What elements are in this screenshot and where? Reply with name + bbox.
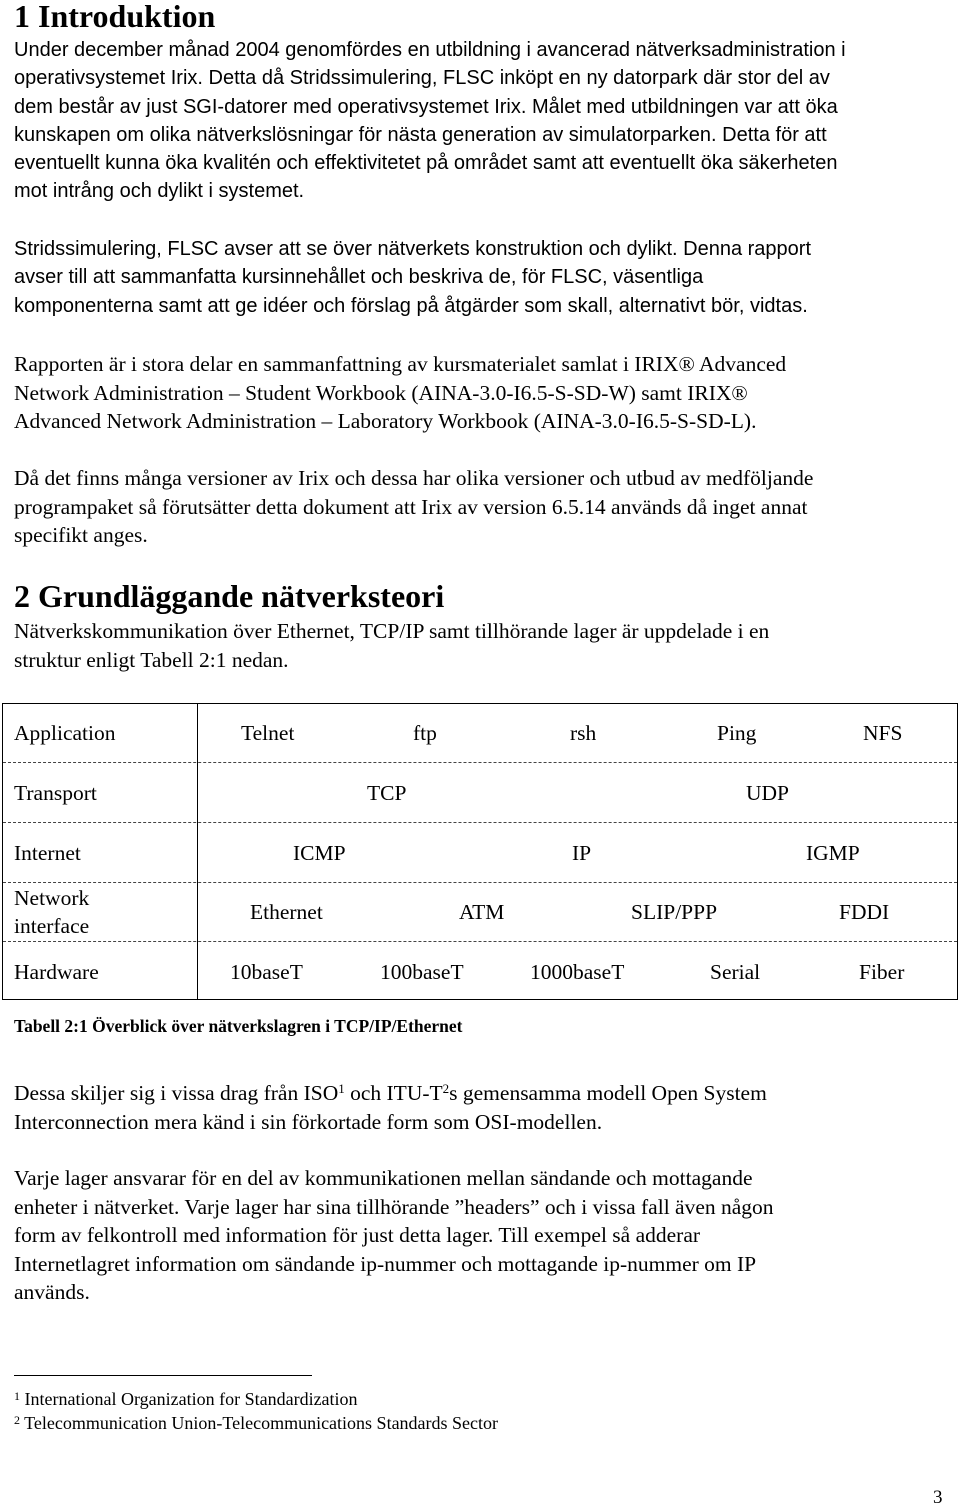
table-caption: Tabell 2:1 Överblick över nätverkslagren i TCP/IP/Ethernet xyxy=(14,1016,463,1036)
table-row-divider xyxy=(3,882,957,883)
page-number: 3 xyxy=(933,1487,943,1508)
osi-paragraph xyxy=(14,1079,954,1136)
network-layer-table xyxy=(2,703,958,1000)
text-line: komponenterna samt att ge idéer och förslag på åtgärder som skall, alternativt bör, vidtas. xyxy=(14,294,808,317)
layer-name-application: Application xyxy=(14,721,116,745)
hardware-10baset: 10baseT xyxy=(230,960,303,984)
protocol-telnet: Telnet xyxy=(241,721,295,745)
section-2-intro xyxy=(14,617,954,674)
text-line: kunskapen om olika nätverkslösningar för nästa generation av simulatorparken. Detta för att xyxy=(14,123,827,146)
text-line: Interconnection mera känd i sin förkortade form som OSI-modellen. xyxy=(14,1109,603,1134)
text-line: Internetlagret information om sändande ip-nummer och mottagande ip-nummer om IP xyxy=(14,1251,757,1276)
layer-name-network-interface-line2: interface xyxy=(14,914,90,938)
footnote-text: International Organization for Standardization xyxy=(20,1389,358,1409)
protocol-igmp: IGMP xyxy=(806,841,860,865)
footnote-separator xyxy=(14,1375,312,1376)
protocol-rsh: rsh xyxy=(570,721,597,745)
protocol-atm: ATM xyxy=(459,900,505,924)
protocol-fddi: FDDI xyxy=(839,900,890,924)
text-line: Network Administration – Student Workbook (AINA-3.0-I6.5-S-SD-W) samt IRIX® xyxy=(14,380,748,405)
protocol-slip-ppp: SLIP/PPP xyxy=(631,900,718,924)
text-fragment: och ITU-T xyxy=(344,1081,443,1105)
layer-name-internet: Internet xyxy=(14,841,81,865)
text-line: används. xyxy=(14,1280,90,1304)
text-line: operativsystemet Irix. Detta då Stridssimulering, FLSC inköpt en ny datorpark där stor del av xyxy=(14,67,830,90)
text-line xyxy=(14,1079,954,1108)
text-line: mot intrång och dylikt i systemet. xyxy=(14,180,305,203)
table-row-divider xyxy=(3,822,957,823)
protocol-ftp: ftp xyxy=(413,721,437,745)
hardware-fiber: Fiber xyxy=(859,960,905,984)
protocol-ethernet: Ethernet xyxy=(250,900,323,924)
text-line: Varje lager ansvarar för en del av kommunikationen mellan sändande och mottagande xyxy=(14,1166,753,1190)
text-line: Nätverkskommunikation över Ethernet, TCP/IP samt tillhörande lager är uppdelade i en xyxy=(14,619,770,643)
table-row-divider xyxy=(3,941,957,942)
footnote-ref-2[interactable]: 2 xyxy=(442,1081,450,1096)
text-line: specifikt anges. xyxy=(14,523,148,547)
hardware-100baset: 100baseT xyxy=(380,960,464,984)
section-1-heading: 1 Introduktion xyxy=(14,0,216,34)
layer-name-hardware: Hardware xyxy=(14,960,99,984)
text-line: enheter i nätverket. Varje lager har sina tillhörande ”headers” och i vissa fall även någon xyxy=(14,1194,774,1219)
footnote-text: Telecommunication Union-Telecommunications Standards Sector xyxy=(20,1413,499,1433)
text-line: avser till att sammanfatta kursinnehållet och beskriva de, för FLSC, väsentliga xyxy=(14,266,704,289)
hardware-1000baset: 1000baseT xyxy=(530,960,625,984)
intro-paragraph-4 xyxy=(14,464,954,550)
layer-name-transport: Transport xyxy=(14,781,97,805)
layer-name-network-interface-line1: Network xyxy=(14,886,90,910)
protocol-ping: Ping xyxy=(717,721,757,745)
table-column-divider xyxy=(197,704,198,999)
section-2-heading: 2 Grundläggande nätverksteori xyxy=(14,578,445,614)
table-row-divider xyxy=(3,762,957,763)
protocol-icmp: ICMP xyxy=(293,841,346,865)
text-fragment: s gemensamma modell Open System xyxy=(449,1081,767,1105)
text-line: programpaket så förutsätter detta dokument att Irix av version 6.5.14 används då inget annat xyxy=(14,494,808,519)
intro-paragraph-2 xyxy=(14,235,954,320)
layers-paragraph xyxy=(14,1164,954,1307)
text-line: Stridssimulering, FLSC avser att se över nätverkets konstruktion och dylikt. Denna rapport xyxy=(14,238,812,260)
protocol-tcp: TCP xyxy=(367,781,407,805)
text-line: dem består av just SGI-datorer med operativsystemet Irix. Målet med utbildningen var att öka xyxy=(14,95,838,118)
text-line: struktur enligt Tabell 2:1 nedan. xyxy=(14,647,289,672)
protocol-ip: IP xyxy=(572,841,592,865)
footnote-ref-1[interactable]: 1 xyxy=(338,1081,345,1096)
hardware-serial: Serial xyxy=(710,960,761,984)
footnote-1 xyxy=(14,1388,358,1410)
intro-paragraph-3 xyxy=(14,350,954,436)
text-line: Rapporten är i stora delar en sammanfattning av kursmaterialet samlat i IRIX® Advanced xyxy=(14,352,787,376)
text-fragment: Dessa skiljer sig i vissa drag från ISO xyxy=(14,1081,339,1105)
protocol-udp: UDP xyxy=(746,781,790,805)
footnote-number: 1 xyxy=(14,1389,20,1403)
protocol-nfs: NFS xyxy=(863,721,903,745)
text-line: form av felkontroll med information för just detta lager. Till exempel så adderar xyxy=(14,1223,701,1247)
text-line: Advanced Network Administration – Laboratory Workbook (AINA-3.0-I6.5-S-SD-L). xyxy=(14,409,757,433)
footnote-2 xyxy=(14,1412,498,1434)
text-line: Då det finns många versioner av Irix och dessa har olika versioner och utbud av medföljande xyxy=(14,466,814,490)
text-line: Under december månad 2004 genomfördes en utbildning i avancerad nätverksadministration i xyxy=(14,39,846,61)
footnote-number: 2 xyxy=(14,1413,20,1427)
intro-paragraph-1 xyxy=(14,36,954,206)
text-line: eventuellt kunna öka kvalitén och effektivitetet på området samt att eventuellt öka säkerheten xyxy=(14,152,838,175)
